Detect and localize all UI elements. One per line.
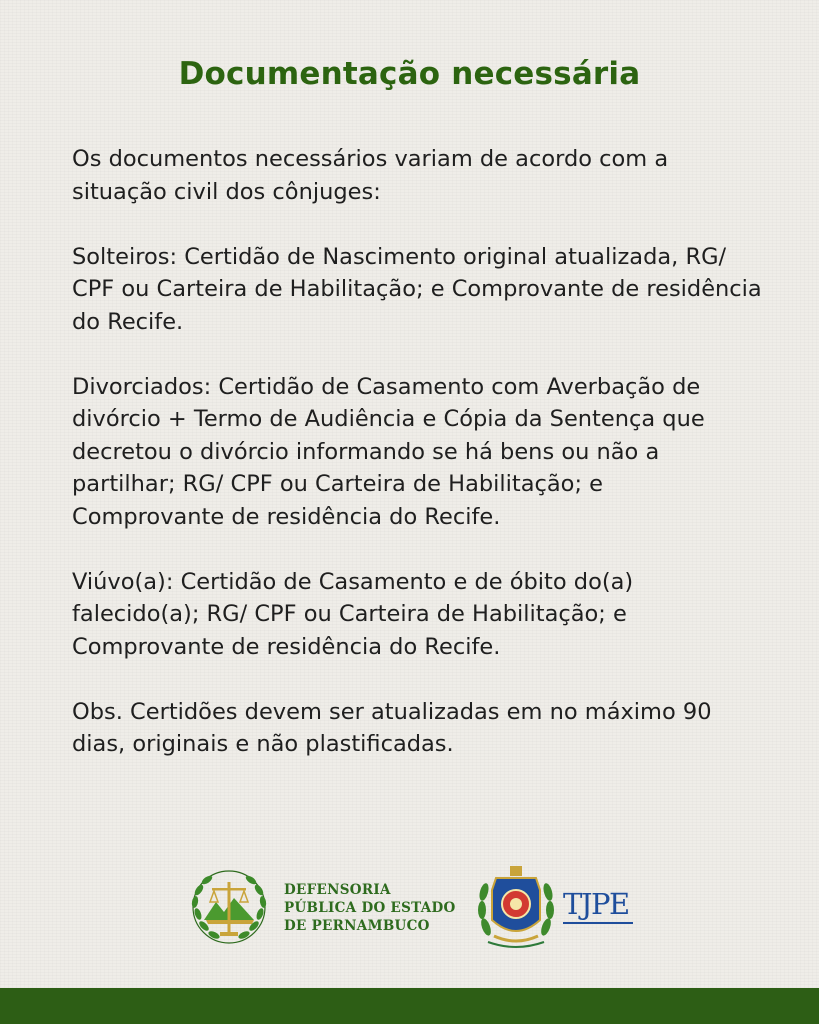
document-body [72,143,762,793]
defensoria-scales-wreath-icon [184,862,274,952]
viuvos-paragraph: Viúvo(a): Certidão de Casamento e de óbito do(a) falecido(a); RG/ CPF ou Carteira de Habilitação; e Comprovante de residência do Recife. [72,568,634,660]
divorciados-paragraph: Divorciados: Certidão de Casamento com Averbação de divórcio + Termo de Audiência e Cópia da Sentença que decretou o divórcio informando se há bens ou não a partilhar; RG/ CPF ou Carteira de Habilitação; e Comprovante de residência do Recife. [72,373,705,530]
defensoria-line-3: DE PERNAMBUCO [284,918,430,934]
defensoria-wordmark [284,881,464,935]
footer-logos [0,862,819,958]
intro-paragraph: Os documentos necessários variam de acordo com a situação civil dos cônjuges: [72,146,669,205]
page-title: Documentação necessária [178,56,641,92]
obs-paragraph: Obs. Certidões devem ser atualizadas em no máximo 90 dias, originais e não plastificadas. [72,698,712,757]
solteiros-paragraph: Solteiros: Certidão de Nascimento original atualizada, RG/ CPF ou Carteira de Habilitação; e Comprovante de residência do Recife. [72,243,762,335]
defensoria-line-2: PÚBLICA DO ESTADO [284,900,456,916]
tjpe-wordmark: TJPE [563,887,629,921]
pernambuco-coat-of-arms-icon [474,862,558,952]
tjpe-underline [563,922,633,924]
defensoria-line-1: DEFENSORIA [284,882,391,898]
footer-bar [0,988,819,1024]
